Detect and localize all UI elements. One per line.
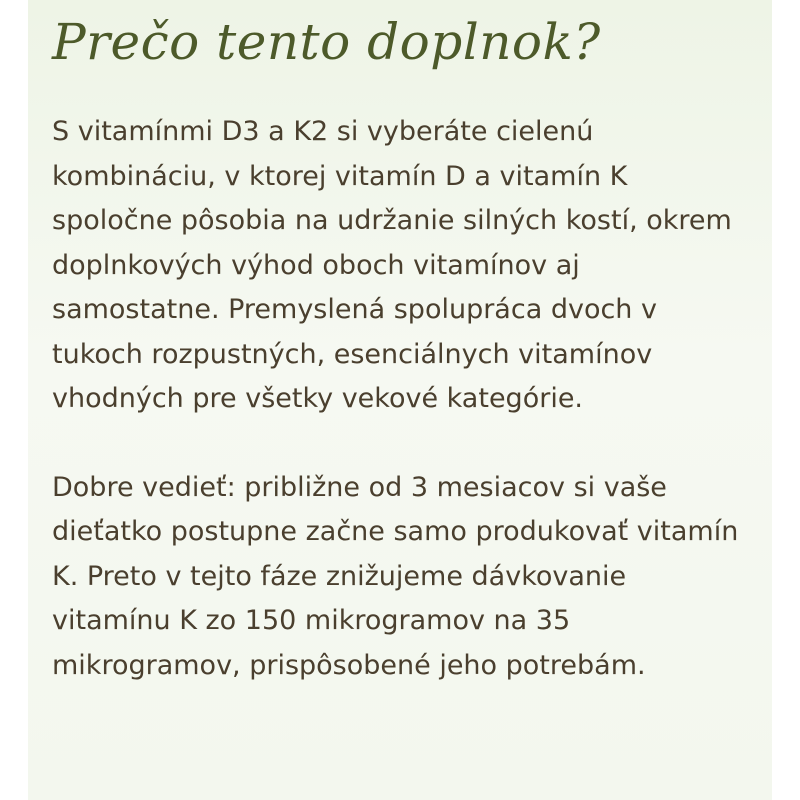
section-body <box>52 110 752 688</box>
good-to-know-paragraph: Dobre vedieť: približne od 3 mesiacov si vaše dieťatko postupne začne samo produkovať vitamín K. Preto v tejto fáze znižujeme dávkovanie vitamínu K zo 150 mikrogramov na 35 mikrogramov, prispôsobené jeho potrebám. <box>52 471 739 681</box>
intro-paragraph: S vitamínmi D3 a K2 si vyberáte cielenú kombináciu, v ktorej vitamín D a vitamín K spoločne pôsobia na udržanie silných kostí, okrem doplnkových výhod oboch vitamínov aj samostatne. Premyslená spolupráca dvoch v tukoch rozpustných, esenciálnych vitamínov vhodných pre všetky vekové kategórie. <box>52 116 732 414</box>
section-title: Prečo tento doplnok? <box>52 13 601 71</box>
info-card <box>28 0 772 800</box>
